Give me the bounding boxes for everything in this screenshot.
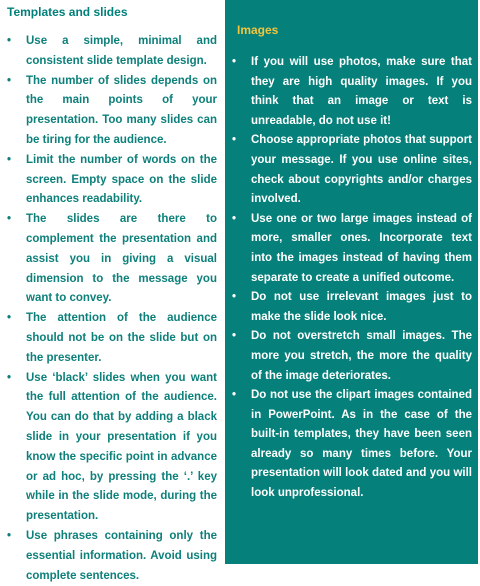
list-item-text: Use a simple, minimal and consistent slide template design. [26,35,217,67]
list-item [0,369,217,527]
list-item [0,72,217,151]
list-item [0,210,217,309]
list-item [225,327,472,386]
list-item [225,210,472,288]
bullet-icon: • [232,56,237,68]
bullet-icon: • [7,371,12,384]
list-item [0,309,217,368]
list-item-text: Use ‘black’ slides when you want the full attention of the audience. You can do that by adding a black slide in your presentation if you know the specific point in advance or ad hoc, by pressing the ‘.’ key while in the slide mode, during the presentation. [26,371,217,523]
bullet-icon: • [232,389,237,402]
bullet-icon: • [7,529,12,542]
list-item [0,32,217,72]
templates-and-slides-section [0,0,222,582]
list-item-text: The number of slides depends on the main points of your presentation. Too many slides can be tiring for the audience. [26,74,217,146]
list-item [225,288,472,327]
list-item [225,131,472,209]
list-item [225,53,472,131]
list-item [225,386,472,504]
bullet-icon: • [7,213,12,226]
bullet-icon: • [7,74,12,87]
list-item-text: Use phrases containing only the essential information. Avoid using complete sentences. [26,529,217,582]
list-item-text: The slides are there to complement the presentation and assist you in giving a visual dimension to the message you want to convey. [26,213,217,305]
images-bullet-list [225,53,472,504]
bullet-icon: • [232,330,237,343]
bullet-icon: • [232,212,237,225]
templates-bullet-list [0,32,217,586]
bullet-icon: • [7,312,12,325]
section-heading-templates: Templates and slides [7,5,128,19]
list-item-text: Limit the number of words on the screen. Empty space on the slide enhances readability. [26,153,217,206]
list-item [0,527,217,586]
bullet-icon: • [7,35,12,47]
list-item-text: Use one or two large images instead of more, smaller ones. Incorporate text into the images instead of having them separate to create a unified outcome. [251,212,472,284]
bullet-icon: • [232,134,237,147]
bullet-icon: • [232,291,237,304]
list-item-text: Choose appropriate photos that support your message. If you use online sites, check about copyrights and/or charges involved. [251,134,472,206]
bullet-icon: • [7,153,12,166]
list-item-text: The attention of the audience should not be on the slide but on the presenter. [26,312,217,364]
images-panel [225,0,478,564]
list-item-text: Do not use irrelevant images just to make the slide look nice. [251,291,472,323]
list-item-text: If you will use photos, make sure that they are high quality images. If you think that an image or text is unreadable, do not use it! [251,56,472,127]
section-heading-images: Images [237,23,279,37]
list-item-text: Do not overstretch small images. The more you stretch, the more the quality of the image deteriorates. [251,330,472,382]
list-item [0,151,217,210]
list-item-text: Do not use the clipart images contained in PowerPoint. As in the case of the built-in templates, they have been seen already so many times before. Your presentation will look dated and you will look unprofessional. [251,389,472,500]
